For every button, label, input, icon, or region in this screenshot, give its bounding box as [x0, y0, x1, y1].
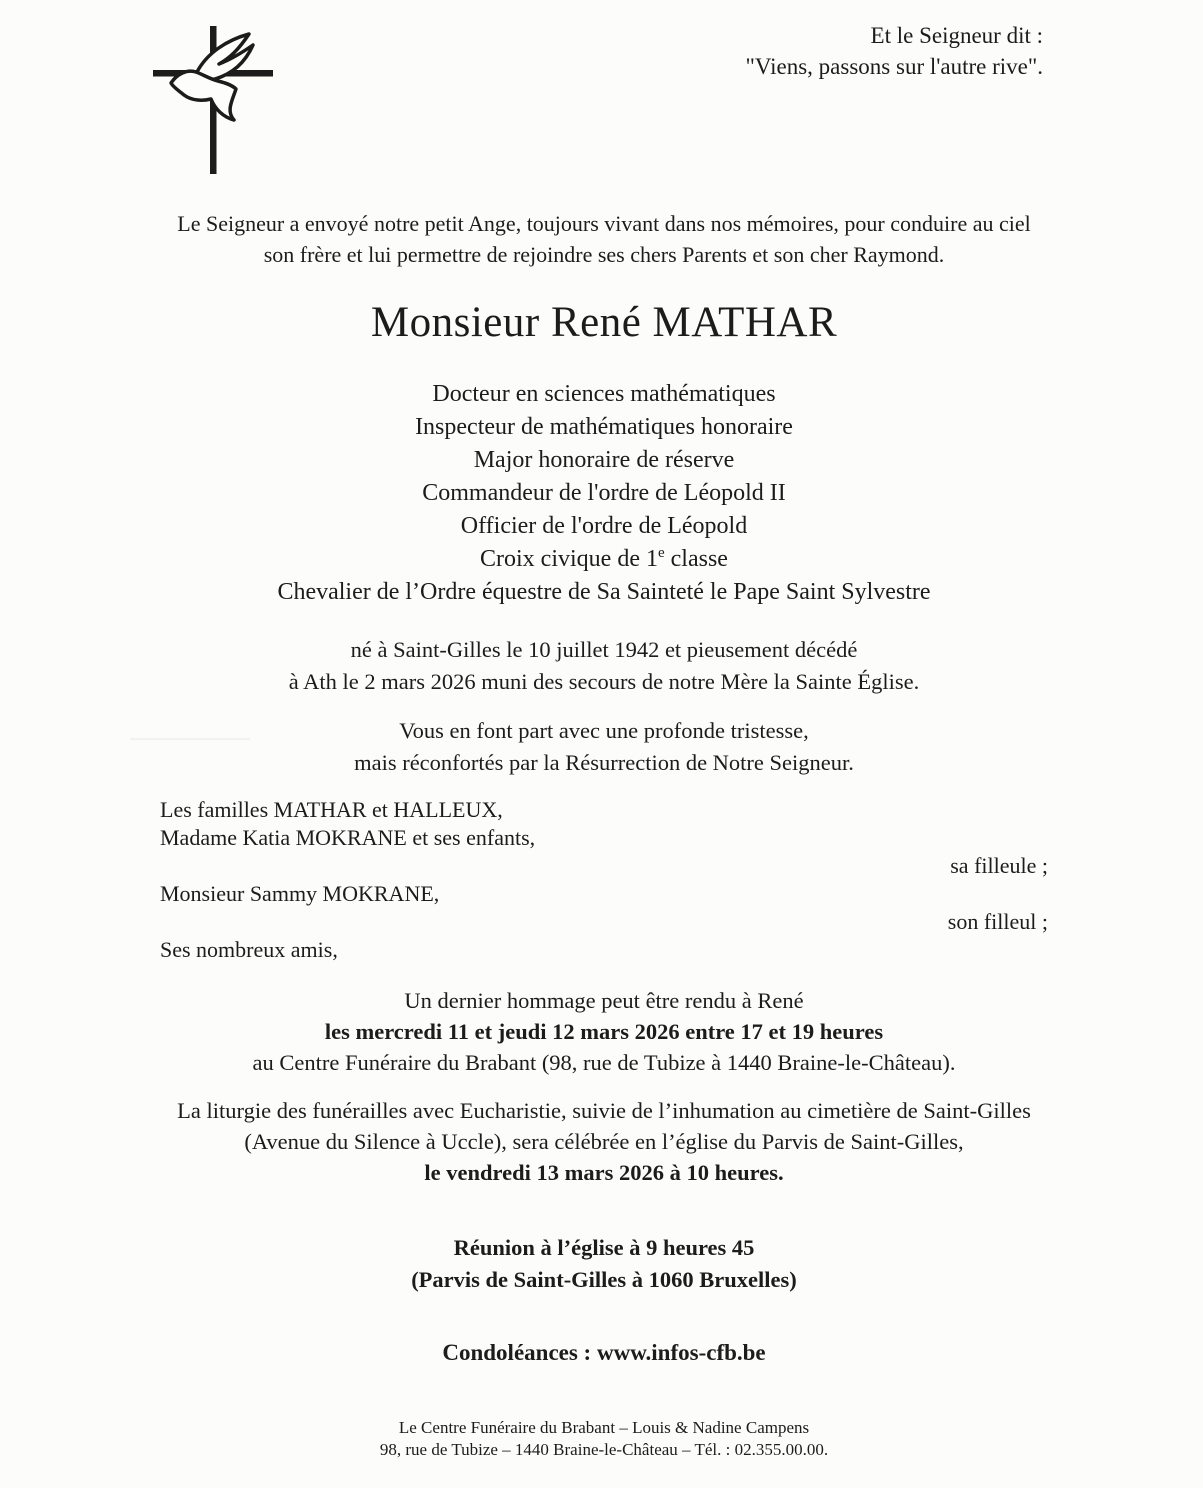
announcement-text — [160, 715, 1048, 779]
honor-line: Officier de l'ordre de Léopold — [460, 513, 748, 539]
honor-line — [160, 543, 1048, 576]
quote-line-2: "Viens, passons sur l'autre rive". — [745, 54, 1043, 79]
relation-label: son filleul ; — [947, 909, 1048, 934]
announce-line-1: Vous en font part avec une profonde tristesse, — [399, 718, 809, 743]
honor-line: Major honoraire de réserve — [473, 447, 735, 473]
honor-line: Chevalier de l’Ordre équestre de Sa Sainteté le Pape Saint Sylvestre — [277, 579, 931, 605]
meeting-line-2: (Parvis de Saint-Gilles à 1060 Bruxelles) — [411, 1267, 797, 1292]
footer-line-2: 98, rue de Tubize – 1440 Braine-le-Château – Tél. : 02.355.00.00. — [379, 1440, 829, 1459]
meeting-line-1: Réunion à l’église à 9 heures 45 — [453, 1235, 755, 1260]
relation-label: sa filleule ; — [950, 853, 1048, 878]
liturgy-date: le vendredi 13 mars 2026 à 10 heures. — [424, 1160, 784, 1185]
birth-death-text — [160, 634, 1048, 698]
condolences-line: Condoléances : www.infos-cfb.be — [442, 1340, 766, 1365]
birth-line: né à Saint-Gilles le 10 juillet 1942 et pieusement décédé — [350, 637, 858, 662]
footer-line-1: Le Centre Funéraire du Brabant – Louis & Nadine Campens — [398, 1418, 810, 1437]
mourner-line: Ses nombreux amis, — [160, 937, 338, 962]
deceased-name: Monsieur René MATHAR — [370, 299, 838, 346]
ordinal-superscript: e — [657, 545, 665, 561]
honor-text: Croix civique de 1 — [480, 546, 658, 572]
mourners-list — [160, 796, 1048, 964]
mourner-line: Les familles MATHAR et HALLEUX, — [160, 797, 503, 822]
funeral-home-footer — [160, 1417, 1048, 1461]
liturgy-section — [160, 1095, 1048, 1188]
tribute-line-1: Un dernier hommage peut être rendu à René — [404, 988, 804, 1013]
mourner-line: Monsieur Sammy MOKRANE, — [160, 881, 440, 906]
honors-list — [160, 378, 1048, 609]
tribute-section — [160, 985, 1048, 1078]
tribute-location: au Centre Funéraire du Brabant (98, rue de Tubize à 1440 Braine-le-Château). — [252, 1050, 956, 1075]
liturgy-text: La liturgie des funérailles avec Eucharistie, suivie de l’inhumation au cimetière de Saint-Gilles (Avenue du Silence à Uccle), sera célébrée en l’église du Parvis de Saint-Gilles, — [177, 1098, 1031, 1154]
intro-text: Le Seigneur a envoyé notre petit Ange, toujours vivant dans nos mémoires, pour conduire au ciel son frère et lui permettre de rejoindre ses chers Parents et son cher Raymond. — [177, 211, 1031, 267]
honor-line: Docteur en sciences mathématiques — [432, 381, 776, 407]
announce-line-2: mais réconfortés par la Résurrection de Notre Seigneur. — [354, 750, 854, 775]
mourner-line: Madame Katia MOKRANE et ses enfants, — [160, 825, 536, 850]
honor-line: Commandeur de l'ordre de Léopold II — [422, 480, 786, 506]
tribute-dates: les mercredi 11 et jeudi 12 mars 2026 entre 17 et 19 heures — [324, 1019, 884, 1044]
honor-line: Inspecteur de mathématiques honoraire — [415, 414, 793, 440]
quote-line-1: Et le Seigneur dit : — [870, 23, 1043, 48]
honor-text: classe — [664, 546, 728, 572]
meeting-section — [160, 1232, 1048, 1296]
death-line: à Ath le 2 mars 2026 muni des secours de notre Mère la Sainte Église. — [288, 669, 920, 694]
